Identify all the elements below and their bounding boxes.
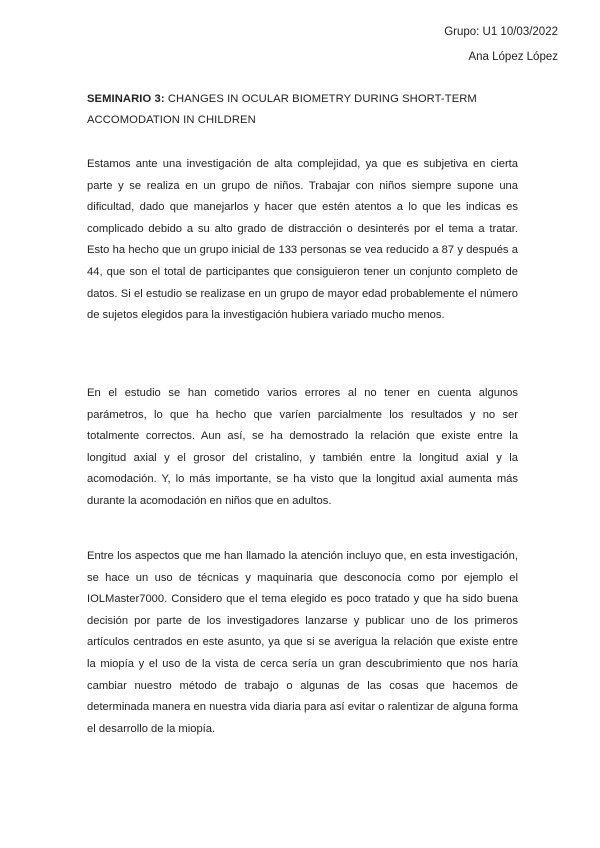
title-label: SEMINARIO 3: (87, 93, 165, 105)
paragraph-1: Estamos ante una investigación de alta complejidad, ya que es subjetiva en cierta parte y se realiza en un grupo de niños. Trabajar con niños siempre supone una dificultad, dado que manejarlos y hacer que estén atentos a lo que les indicas es complicado debido a su alto grado de distracción o desinterés por el tema a tratar. Esto ha hecho que un grupo inicial de 133 personas se vea reducido a 87 y después a 44, que son el total de participantes que consiguieron tener un conjunto completo de datos. Si el estudio se realizase en un grupo de mayor edad probablemente el número de sujetos elegidos para la investigación hubiera variado mucho menos. (87, 158, 518, 322)
author-name: Ana López López (468, 51, 558, 63)
group-date-line: Grupo: U1 10/03/2022 (444, 26, 558, 38)
document-title (87, 89, 517, 131)
paragraph-3: Entre los aspectos que me han llamado la atención incluyo que, en esta investigación, se hace un uso de técnicas y maquinaria que desconocía como por ejemplo el IOLMaster7000. Considero que el tema elegido es poco tratado y que ha sido buena decisión por parte de los investigadores lanzarse y publicar uno de los primeros artículos centrados en este asunto, ya que si se averigua la relación que existe entre la miopía y el uso de la vista de cerca sería un gran descubrimiento que nos haría cambiar nuestro método de trabajo o algunas de las cosas que hacemos de determinada manera en nuestra vida diaria para así evitar o ralentizar de alguna forma el desarrollo de la miopía. (87, 550, 518, 735)
paragraph-2: En el estudio se han cometido varios errores al no tener en cuenta algunos parámetros, lo que ha hecho que varíen parcialmente los resultados y no ser totalmente correctos. Aun así, se ha demostrado la relación que existe entre la longitud axial y el grosor del cristalino, y también entre la longitud axial y la acomodación. Y, lo más importante, se ha visto que la longitud axial aumenta más durante la acomodación en niños que en adultos. (87, 387, 518, 507)
title-text: CHANGES IN OCULAR BIOMETRY DURING SHORT-TERM ACCOMODATION IN CHILDREN (87, 93, 477, 126)
